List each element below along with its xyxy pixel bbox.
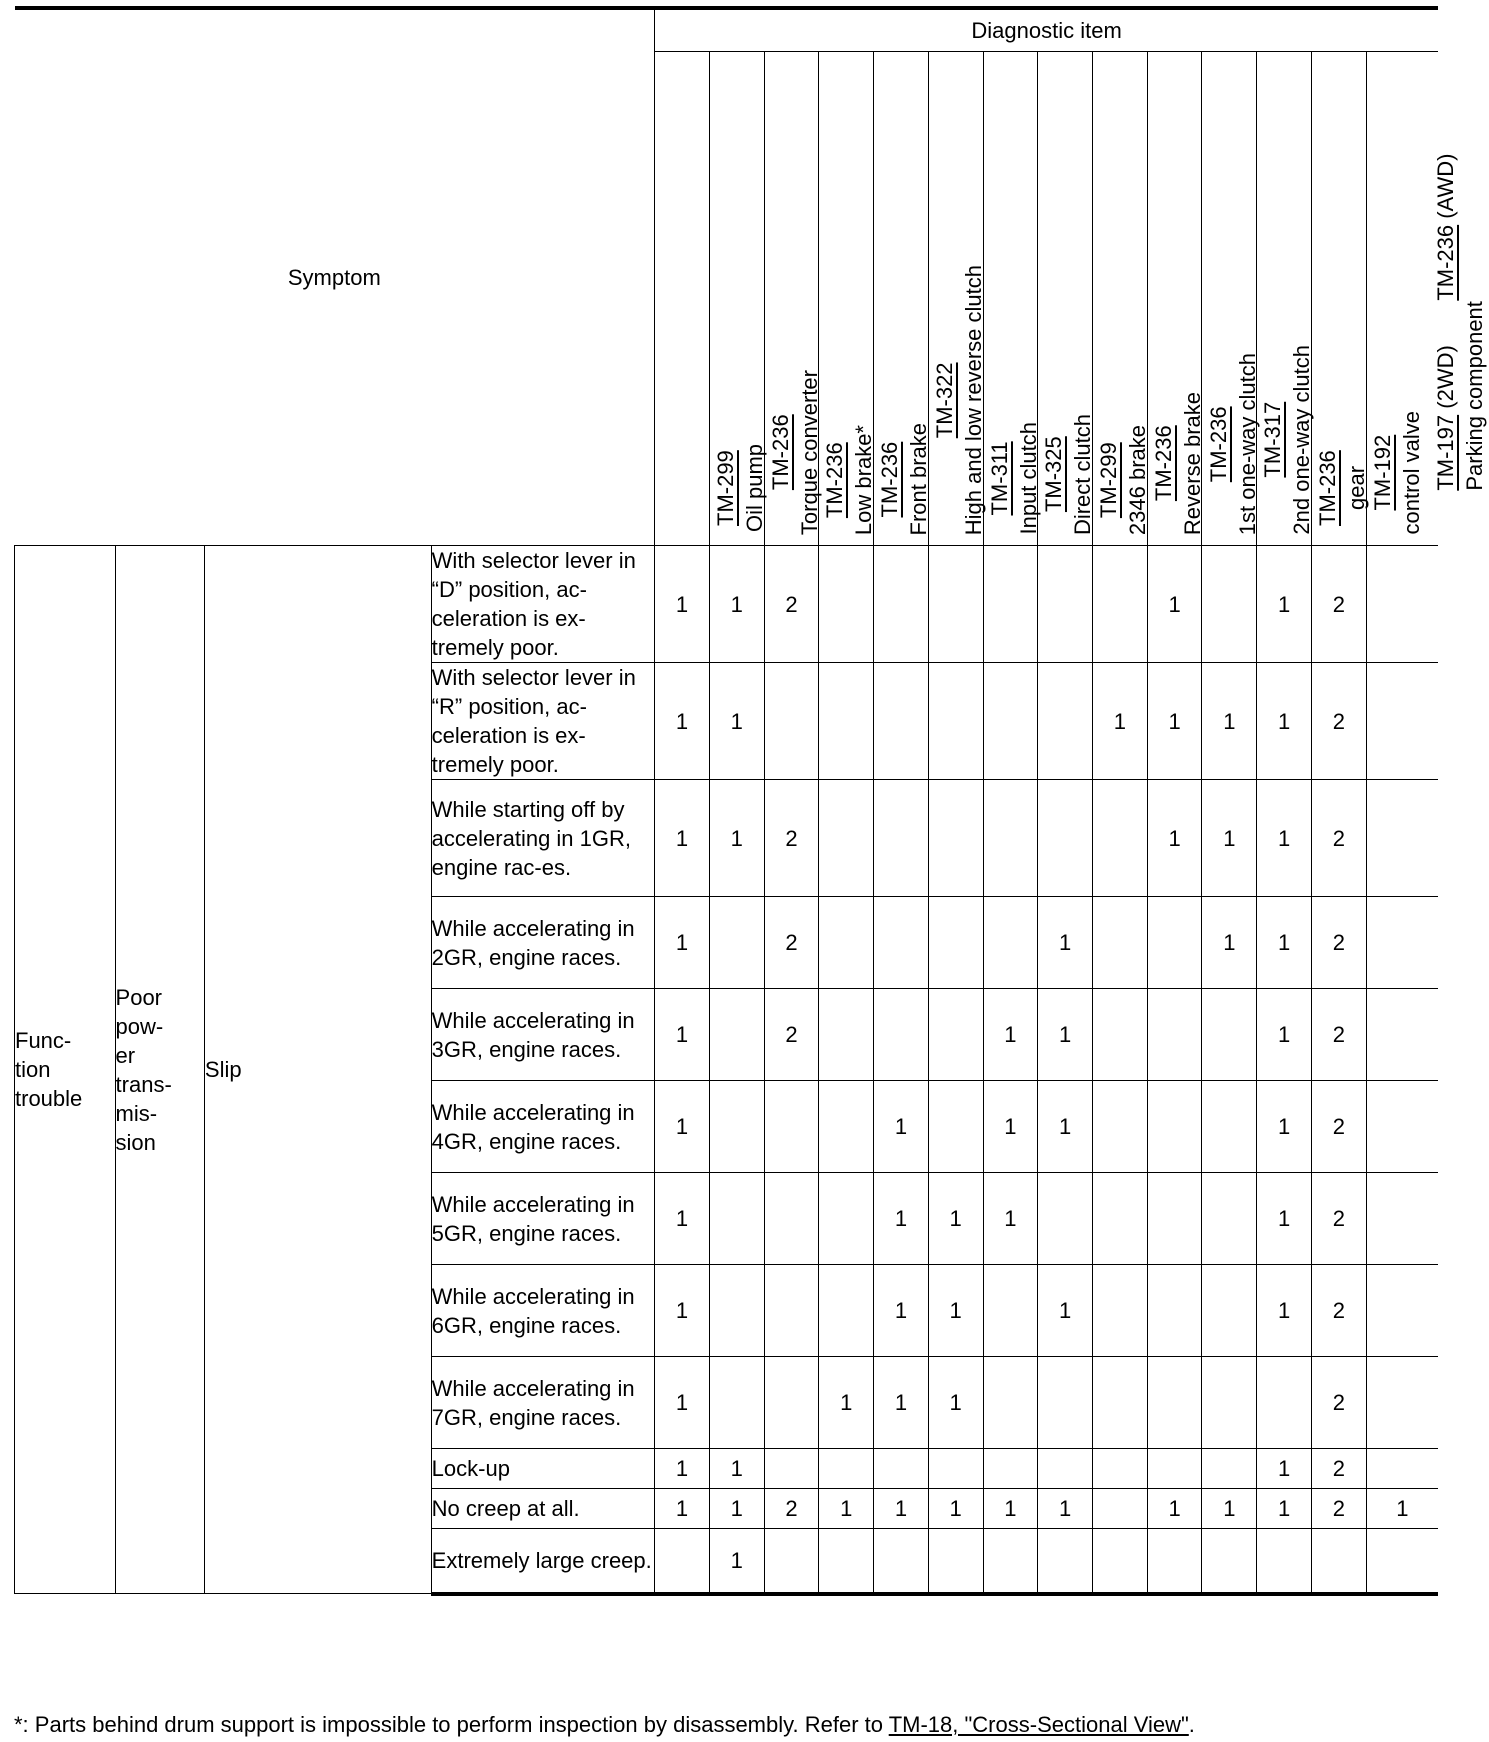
column-name: Oil pump xyxy=(742,443,767,533)
diagnostic-value-cell: 1 xyxy=(709,1489,764,1529)
diagnostic-value-cell: 1 xyxy=(1257,1449,1312,1489)
diagnostic-value-cell xyxy=(983,897,1038,989)
column-ref-link[interactable]: TM-311 xyxy=(986,441,1012,516)
diagnostic-value-cell xyxy=(709,1081,764,1173)
diagnostic-value-cell xyxy=(1093,1489,1148,1529)
diagnostic-value-cell: 1 xyxy=(655,546,710,663)
column-ref-link[interactable]: TM-236 xyxy=(1433,225,1459,302)
column-name: Direct clutch xyxy=(1070,413,1096,535)
footnote-text: *: Parts behind drum support is impossible to perform inspection by disassembly. Refer to xyxy=(14,1712,889,1737)
diagnostic-value-cell: 1 xyxy=(1202,1489,1257,1529)
symptom-description: No creep at all. xyxy=(431,1489,654,1529)
diagnostic-table xyxy=(14,6,1488,1596)
diagnostic-value-cell: 1 xyxy=(655,663,710,780)
symptom-description: With selector lever in “D” position, ac-celeration is ex-tremely poor. xyxy=(431,546,654,663)
diagnostic-value-cell xyxy=(983,1529,1038,1594)
diagnostic-value-cell xyxy=(709,1173,764,1265)
column-name: control valve xyxy=(1398,411,1424,535)
symptom-description: While accelerating in 6GR, engine races. xyxy=(431,1265,654,1357)
column-name: Torque converter xyxy=(796,369,822,535)
diagnostic-value-cell: 1 xyxy=(655,1081,710,1173)
diagnostic-value-cell: 2 xyxy=(1311,780,1366,897)
diagnostic-value-cell xyxy=(1093,546,1148,663)
symptom-description: While starting off by accelerating in 1GR, engine rac-es. xyxy=(431,780,654,897)
diagnostic-value-cell xyxy=(819,663,874,780)
diagnostic-value-cell xyxy=(1311,1529,1366,1594)
diagnostic-value-cell: 1 xyxy=(928,1489,983,1529)
column-header xyxy=(655,52,767,546)
diagnostic-value-cell xyxy=(764,1529,819,1594)
diagnostic-value-cell xyxy=(874,989,929,1081)
diagnostic-value-cell xyxy=(709,1265,764,1357)
diagnostic-value-cell xyxy=(1366,1357,1438,1449)
column-ref-link[interactable]: TM-236 xyxy=(1205,406,1231,482)
diagnostic-value-cell: 1 xyxy=(1257,1173,1312,1265)
diagnostic-value-cell xyxy=(1366,1173,1438,1265)
diagnostic-value-cell xyxy=(1202,989,1257,1081)
column-header xyxy=(764,52,877,546)
diagnostic-value-cell xyxy=(1147,1357,1202,1449)
diagnostic-value-cell: 1 xyxy=(1202,780,1257,897)
diagnostic-value-cell: 2 xyxy=(1311,1265,1366,1357)
diagnostic-value-cell: 2 xyxy=(1311,1081,1366,1173)
diagnostic-value-cell: 1 xyxy=(655,897,710,989)
column-ref-link[interactable]: TM-236 xyxy=(1315,450,1341,526)
column-name: Parking component xyxy=(1462,301,1488,491)
symptom-description: While accelerating in 5GR, engine races. xyxy=(431,1173,654,1265)
column-name: Low brake* xyxy=(851,424,877,535)
column-ref-link[interactable]: TM-236 xyxy=(822,442,848,518)
diagnostic-value-cell xyxy=(1038,1357,1093,1449)
diagnostic-value-cell xyxy=(1366,663,1438,780)
diagnostic-value-cell: 2 xyxy=(1311,663,1366,780)
diagnostic-value-cell xyxy=(1202,1357,1257,1449)
diagnostic-value-cell xyxy=(764,1357,819,1449)
diagnostic-value-cell xyxy=(1093,1081,1148,1173)
column-ref-link[interactable]: TM-317 xyxy=(1260,402,1286,479)
column-header xyxy=(1257,52,1370,546)
diagnostic-value-cell xyxy=(1093,1529,1148,1594)
diagnostic-sheet xyxy=(14,6,1488,1596)
column-header xyxy=(709,52,822,546)
diagnostic-value-cell xyxy=(1093,780,1148,897)
diagnostic-value-cell: 1 xyxy=(1147,1489,1202,1529)
diagnostic-value-cell xyxy=(874,780,929,897)
symptom-header: Symptom xyxy=(15,8,655,546)
diagnostic-value-cell: 1 xyxy=(819,1357,874,1449)
column-header xyxy=(983,52,1096,546)
diagnostic-value-cell xyxy=(764,1173,819,1265)
diagnostic-value-cell: 1 xyxy=(1038,989,1093,1081)
column-header xyxy=(1311,52,1424,546)
diagnostic-value-cell xyxy=(764,1081,819,1173)
diagnostic-value-cell: 1 xyxy=(1257,780,1312,897)
diagnostic-value-cell xyxy=(928,1449,983,1489)
diagnostic-value-cell: 1 xyxy=(1257,897,1312,989)
diagnostic-value-cell xyxy=(1147,897,1202,989)
diagnostic-value-cell xyxy=(1147,1449,1202,1489)
diagnostic-value-cell xyxy=(1093,989,1148,1081)
symptom-subcategory: Poor pow- er trans- mis- sion xyxy=(115,546,204,1594)
diagnostic-value-cell: 2 xyxy=(1311,989,1366,1081)
symptom-description: With selector lever in “R” position, ac-celeration is ex-tremely poor. xyxy=(431,663,654,780)
column-name: Front brake xyxy=(906,422,932,535)
diagnostic-value-cell xyxy=(874,546,929,663)
diagnostic-value-cell xyxy=(1202,1173,1257,1265)
diagnostic-value-cell: 1 xyxy=(983,1489,1038,1529)
diagnostic-value-cell xyxy=(819,1173,874,1265)
diagnostic-value-cell: 2 xyxy=(764,780,819,897)
column-name: High and low reverse clutch xyxy=(960,264,986,535)
diagnostic-value-cell: 1 xyxy=(874,1265,929,1357)
diagnostic-value-cell: 1 xyxy=(983,1081,1038,1173)
diagnostic-value-cell xyxy=(983,1265,1038,1357)
diagnostic-value-cell: 1 xyxy=(819,1489,874,1529)
column-ref-suffix: (AWD) xyxy=(1433,154,1459,220)
diagnostic-item-header: Diagnostic item xyxy=(655,8,1438,52)
diagnostic-value-cell xyxy=(928,897,983,989)
diagnostic-value-cell: 2 xyxy=(764,546,819,663)
diagnostic-value-cell: 1 xyxy=(655,1357,710,1449)
column-name: 1st one-way clutch xyxy=(1234,352,1260,535)
diagnostic-value-cell xyxy=(1038,780,1093,897)
symptom-description: While accelerating in 3GR, engine races. xyxy=(431,989,654,1081)
diagnostic-value-cell xyxy=(1147,989,1202,1081)
diagnostic-value-cell xyxy=(1366,1265,1438,1357)
diagnostic-value-cell: 1 xyxy=(709,1449,764,1489)
diagnostic-value-cell: 1 xyxy=(655,1449,710,1489)
symptom-group: Slip xyxy=(204,546,431,1594)
diagnostic-value-cell: 1 xyxy=(655,780,710,897)
column-ref-link[interactable]: TM-322 xyxy=(931,361,957,438)
diagnostic-value-cell: 1 xyxy=(1202,897,1257,989)
diagnostic-value-cell: 2 xyxy=(1311,1489,1366,1529)
diagnostic-value-cell xyxy=(1366,989,1438,1081)
diagnostic-value-cell xyxy=(1147,1173,1202,1265)
diagnostic-value-cell xyxy=(1093,897,1148,989)
diagnostic-value-cell xyxy=(1038,663,1093,780)
diagnostic-value-cell: 1 xyxy=(1257,989,1312,1081)
diagnostic-value-cell xyxy=(928,1529,983,1594)
diagnostic-value-cell: 1 xyxy=(655,1489,710,1529)
diagnostic-value-cell: 1 xyxy=(874,1173,929,1265)
diagnostic-value-cell: 1 xyxy=(1366,1489,1438,1529)
diagnostic-value-cell: 2 xyxy=(1311,546,1366,663)
diagnostic-value-cell xyxy=(1366,780,1438,897)
diagnostic-value-cell xyxy=(1366,546,1438,663)
diagnostic-value-cell xyxy=(1366,1529,1438,1594)
column-ref-link[interactable]: TM-236 xyxy=(877,440,903,517)
diagnostic-value-cell: 1 xyxy=(1038,897,1093,989)
diagnostic-value-cell: 2 xyxy=(764,989,819,1081)
table-row xyxy=(15,546,1439,663)
footnote xyxy=(14,1712,1195,1738)
diagnostic-value-cell xyxy=(819,1449,874,1489)
diagnostic-value-cell xyxy=(1093,1357,1148,1449)
diagnostic-value-cell: 1 xyxy=(709,780,764,897)
diagnostic-value-cell xyxy=(1202,1449,1257,1489)
symptom-description: While accelerating in 7GR, engine races. xyxy=(431,1357,654,1449)
symptom-description: Lock-up xyxy=(431,1449,654,1489)
column-name: Input clutch xyxy=(1015,422,1041,535)
diagnostic-value-cell: 1 xyxy=(655,1265,710,1357)
diagnostic-value-cell xyxy=(874,663,929,780)
diagnostic-value-cell xyxy=(819,1529,874,1594)
diagnostic-value-cell xyxy=(874,1449,929,1489)
column-ref-link[interactable]: TM-197 xyxy=(1433,415,1459,491)
diagnostic-value-cell xyxy=(1093,1265,1148,1357)
diagnostic-value-cell xyxy=(1147,1081,1202,1173)
column-ref-link[interactable]: TM-325 xyxy=(1041,436,1067,513)
column-ref-link[interactable]: TM-236 xyxy=(767,414,793,491)
diagnostic-value-cell xyxy=(1202,546,1257,663)
column-header xyxy=(928,52,1041,546)
diagnostic-value-cell: 1 xyxy=(928,1265,983,1357)
diagnostic-value-cell xyxy=(1038,1173,1093,1265)
diagnostic-value-cell: 2 xyxy=(1311,1449,1366,1489)
diagnostic-value-cell xyxy=(819,897,874,989)
diagnostic-value-cell xyxy=(1202,1081,1257,1173)
diagnostic-value-cell xyxy=(874,897,929,989)
diagnostic-value-cell xyxy=(1202,1265,1257,1357)
diagnostic-value-cell: 1 xyxy=(1147,780,1202,897)
diagnostic-value-cell xyxy=(1257,1529,1312,1594)
diagnostic-value-cell xyxy=(1093,1173,1148,1265)
diagnostic-value-cell: 1 xyxy=(1257,546,1312,663)
diagnostic-value-cell: 1 xyxy=(709,1529,764,1594)
diagnostic-value-cell xyxy=(709,989,764,1081)
diagnostic-value-cell: 1 xyxy=(1093,663,1148,780)
diagnostic-value-cell xyxy=(1147,1265,1202,1357)
diagnostic-value-cell xyxy=(1147,1529,1202,1594)
diagnostic-value-cell: 1 xyxy=(874,1081,929,1173)
diagnostic-value-cell: 1 xyxy=(1202,663,1257,780)
diagnostic-value-cell xyxy=(819,1265,874,1357)
diagnostic-value-cell xyxy=(764,1449,819,1489)
diagnostic-value-cell: 1 xyxy=(983,1173,1038,1265)
diagnostic-value-cell xyxy=(983,1357,1038,1449)
diagnostic-value-cell xyxy=(1093,1449,1148,1489)
diagnostic-value-cell: 1 xyxy=(983,989,1038,1081)
column-header xyxy=(1093,52,1205,546)
column-name: 2nd one-way clutch xyxy=(1289,345,1315,535)
column-ref-link[interactable]: TM-299 xyxy=(713,450,738,526)
diagnostic-value-cell xyxy=(928,989,983,1081)
diagnostic-value-cell: 1 xyxy=(874,1357,929,1449)
diagnostic-value-cell xyxy=(983,1449,1038,1489)
symptom-description: While accelerating in 4GR, engine races. xyxy=(431,1081,654,1173)
diagnostic-value-cell xyxy=(1038,1529,1093,1594)
footnote-end: . xyxy=(1188,1712,1195,1737)
diagnostic-value-cell: 2 xyxy=(1311,897,1366,989)
diagnostic-value-cell xyxy=(819,780,874,897)
column-ref-link[interactable]: TM-236 xyxy=(1150,425,1176,502)
footnote-link-cross-sectional-view[interactable]: TM-18, "Cross-Sectional View" xyxy=(888,1712,1189,1737)
diagnostic-value-cell xyxy=(928,780,983,897)
column-header xyxy=(1366,52,1488,546)
diagnostic-value-cell: 1 xyxy=(928,1173,983,1265)
diagnostic-value-cell xyxy=(1366,1449,1438,1489)
diagnostic-value-cell xyxy=(655,1529,710,1594)
symptom-description: While accelerating in 2GR, engine races. xyxy=(431,897,654,989)
diagnostic-value-cell xyxy=(1366,1081,1438,1173)
diagnostic-value-cell: 1 xyxy=(1038,1489,1093,1529)
diagnostic-value-cell: 1 xyxy=(655,1173,710,1265)
diagnostic-value-cell xyxy=(874,1529,929,1594)
diagnostic-value-cell: 1 xyxy=(1257,1265,1312,1357)
diagnostic-value-cell xyxy=(1202,1529,1257,1594)
column-header xyxy=(1202,52,1315,546)
diagnostic-value-cell: 1 xyxy=(928,1357,983,1449)
column-name: gear xyxy=(1344,465,1370,511)
diagnostic-value-cell: 1 xyxy=(1147,546,1202,663)
diagnostic-value-cell: 1 xyxy=(1038,1265,1093,1357)
diagnostic-value-cell: 1 xyxy=(1257,663,1312,780)
diagnostic-value-cell: 2 xyxy=(764,1489,819,1529)
column-ref-suffix: (2WD) xyxy=(1433,345,1459,410)
diagnostic-value-cell: 1 xyxy=(1257,1081,1312,1173)
column-header xyxy=(819,52,932,546)
diagnostic-value-cell xyxy=(983,663,1038,780)
diagnostic-value-cell xyxy=(928,663,983,780)
column-name: Reverse brake xyxy=(1179,391,1205,535)
diagnostic-value-cell xyxy=(983,780,1038,897)
column-name: 2346 brake xyxy=(1125,424,1151,535)
column-ref-link[interactable]: TM-299 xyxy=(1096,442,1122,518)
diagnostic-value-cell: 1 xyxy=(1257,1489,1312,1529)
diagnostic-value-cell: 1 xyxy=(709,546,764,663)
diagnostic-value-cell xyxy=(928,1081,983,1173)
diagnostic-value-cell: 2 xyxy=(1311,1173,1366,1265)
column-header xyxy=(874,52,986,546)
diagnostic-value-cell xyxy=(764,663,819,780)
diagnostic-value-cell: 2 xyxy=(1311,1357,1366,1449)
diagnostic-value-cell xyxy=(709,1357,764,1449)
diagnostic-value-cell xyxy=(1038,546,1093,663)
diagnostic-value-cell: 1 xyxy=(1038,1081,1093,1173)
diagnostic-value-cell: 1 xyxy=(655,989,710,1081)
diagnostic-value-cell xyxy=(1038,1449,1093,1489)
diagnostic-value-cell xyxy=(819,1081,874,1173)
diagnostic-value-cell xyxy=(928,546,983,663)
column-header xyxy=(1147,52,1260,546)
column-ref-link[interactable]: TM-192 xyxy=(1369,435,1395,512)
symptom-description: Extremely large creep. xyxy=(431,1529,654,1594)
diagnostic-value-cell: 2 xyxy=(764,897,819,989)
diagnostic-value-cell xyxy=(709,897,764,989)
diagnostic-value-cell xyxy=(1257,1357,1312,1449)
diagnostic-value-cell xyxy=(983,546,1038,663)
diagnostic-value-cell xyxy=(819,546,874,663)
diagnostic-value-cell: 1 xyxy=(874,1489,929,1529)
symptom-category: Func- tion trouble xyxy=(15,546,116,1594)
column-header xyxy=(1038,52,1151,546)
diagnostic-value-cell: 1 xyxy=(1147,663,1202,780)
diagnostic-value-cell: 1 xyxy=(709,663,764,780)
diagnostic-value-cell xyxy=(1366,897,1438,989)
diagnostic-value-cell xyxy=(819,989,874,1081)
diagnostic-value-cell xyxy=(764,1265,819,1357)
